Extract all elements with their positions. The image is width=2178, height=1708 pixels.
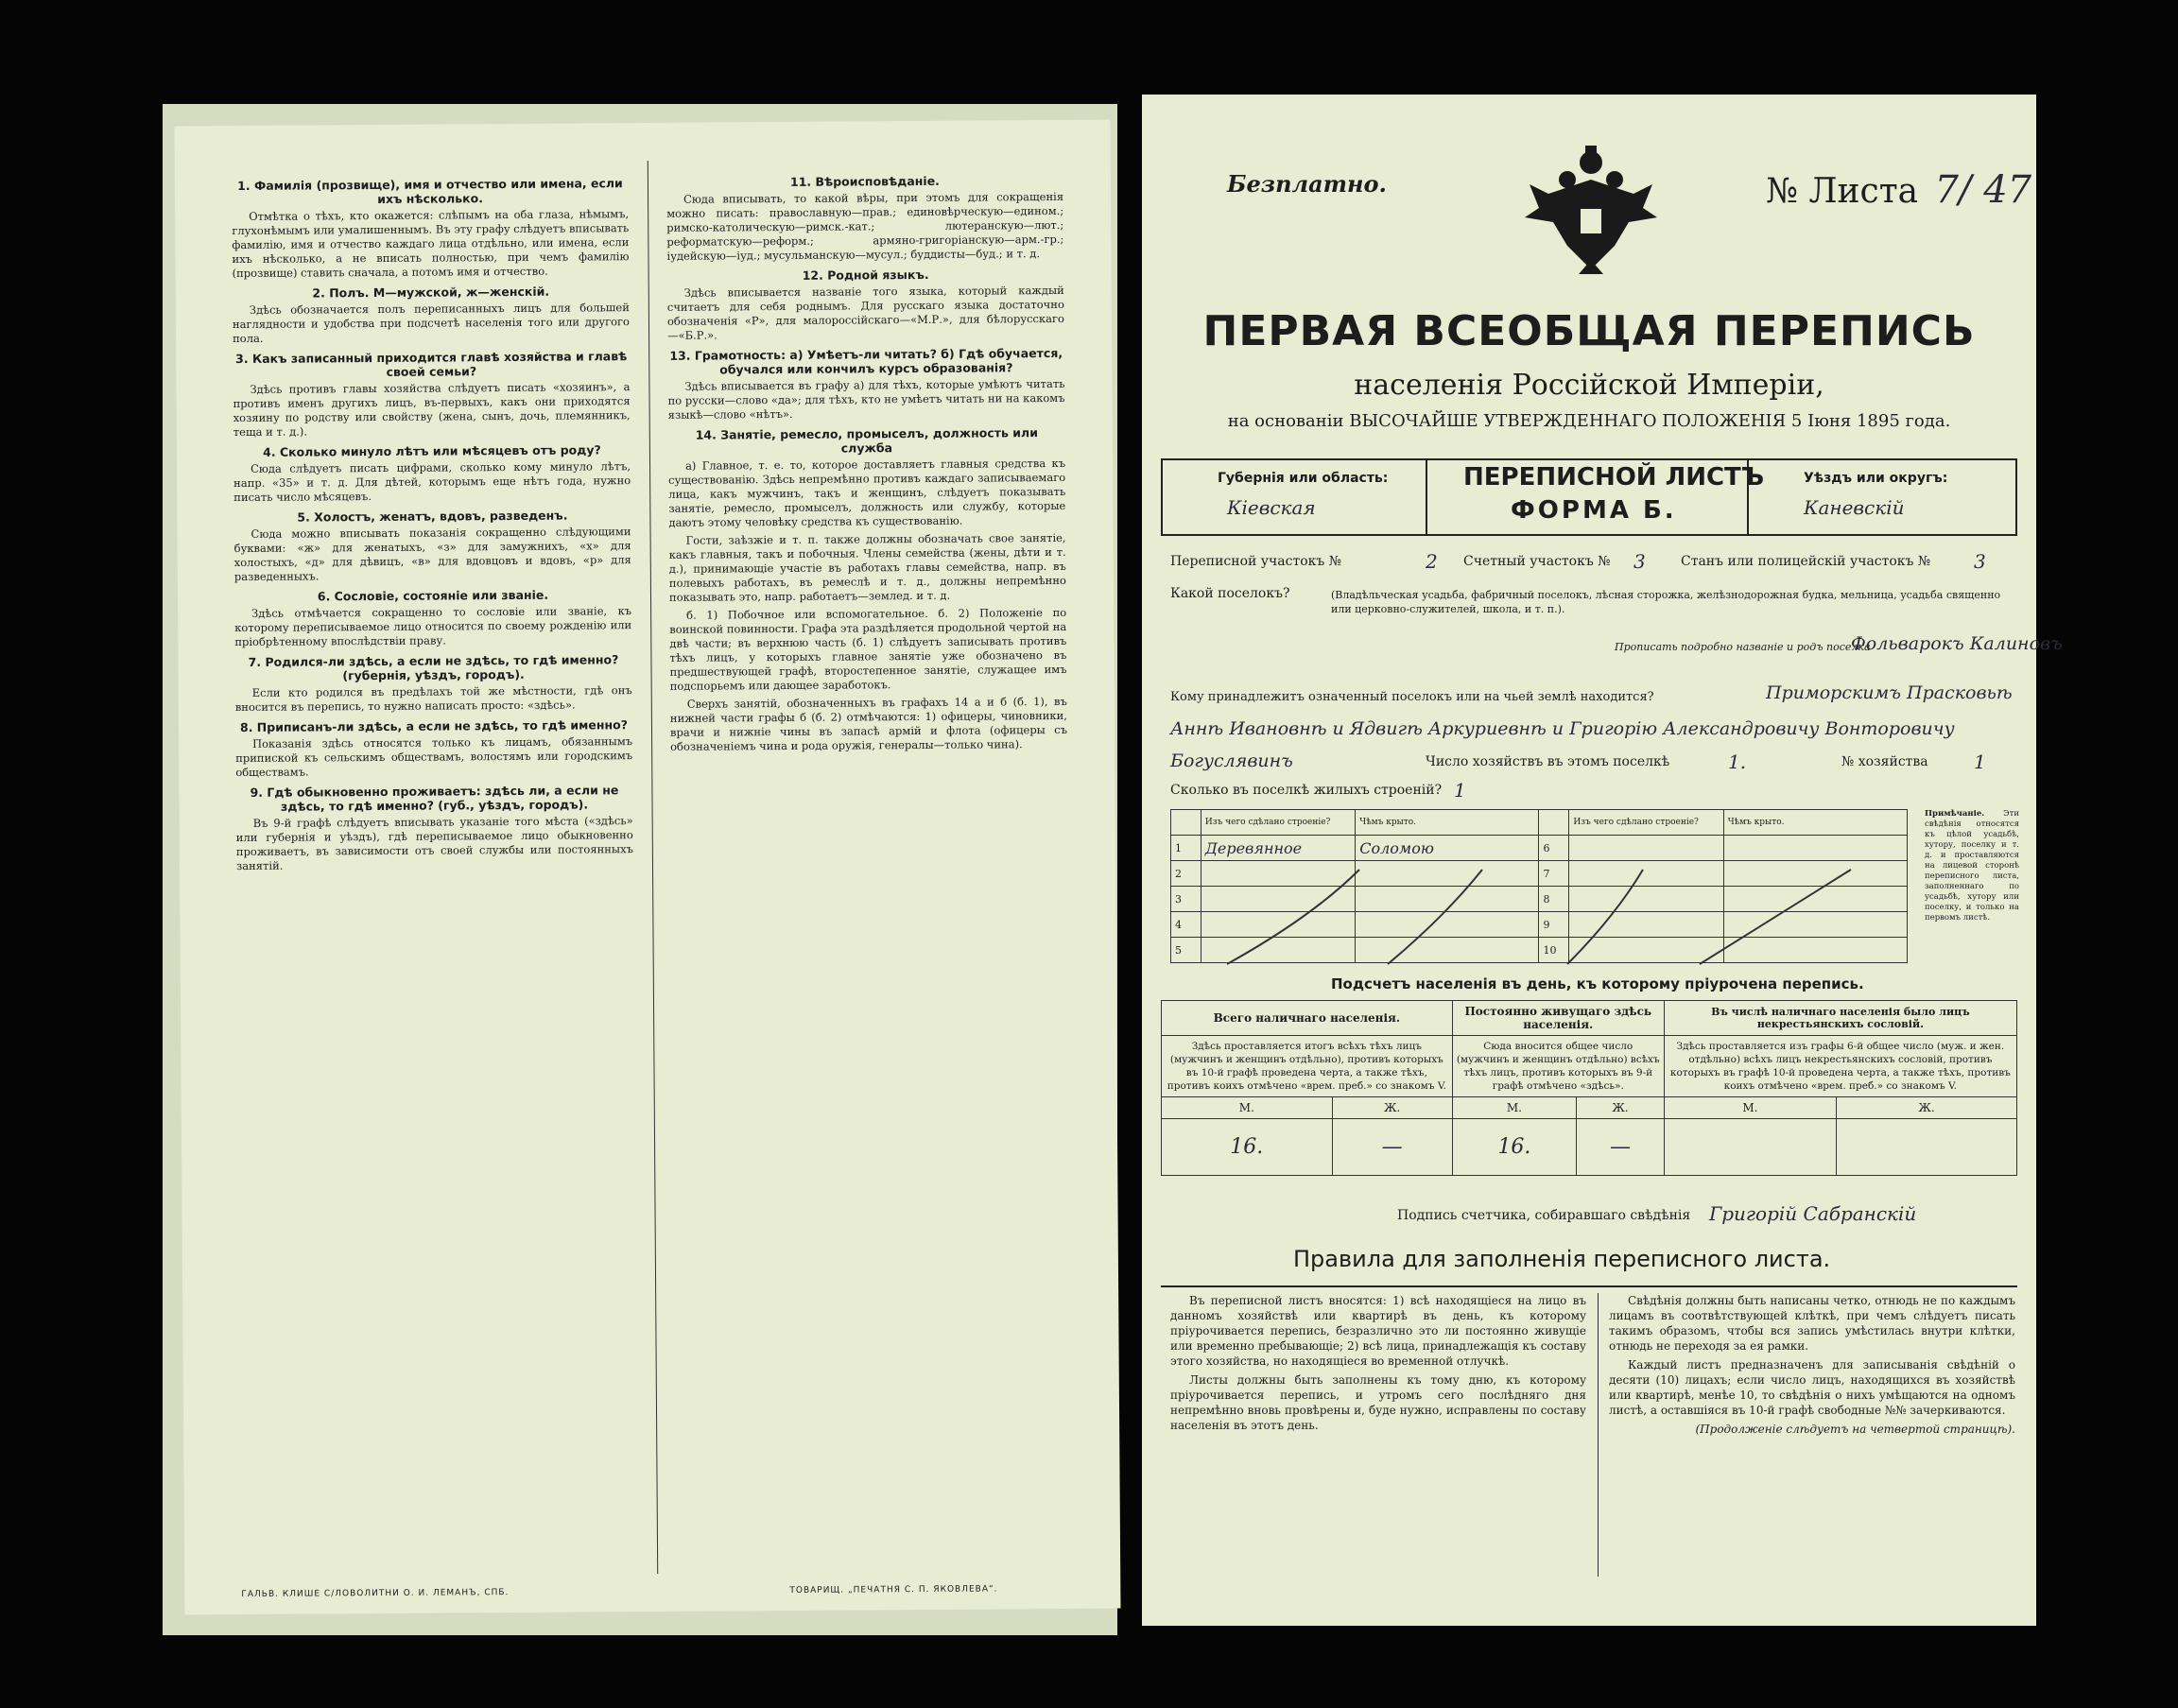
census-basis: на основаніи ВЫСОЧАЙШЕ УТВЕРЖДЕННАГО ПОЛОЖЕНІЯ 5 Іюня 1895 года. — [1227, 411, 1951, 431]
non-peasant-female — [1837, 1119, 2017, 1176]
section-4 — [233, 442, 631, 505]
printer-credit-right: ТОВАРИЩ. „ПЕЧАТНЯ С. П. ЯКОВЛЕВА“. — [789, 1584, 998, 1596]
printer-credit-left: ГАЛЬВ. КЛИШЕ С/ЛОВОЛИТНИ О. И. ЛЕМАНЪ, СПБ. — [241, 1588, 510, 1600]
male-label: М. — [1162, 1097, 1333, 1119]
sheet-number — [1766, 168, 2031, 212]
census-area-value: 2 — [1426, 550, 1438, 573]
row-number: 5 — [1171, 938, 1201, 963]
rules-rule — [1161, 1285, 2017, 1287]
section-heading: 1. Фамилія (прозвище), имя и отчество или имена, если ихъ нѣсколько. — [237, 176, 623, 206]
row-number: 10 — [1539, 938, 1569, 963]
settlement-hint: (Владѣльческая усадьба, фабричный поселокъ, лѣсная сторожка, желѣзнодорожная будка, мельница, усадьба священно или церковно-служителей, школа, и т. п.). — [1331, 589, 2001, 615]
present-female: — — [1332, 1119, 1452, 1176]
rule-paragraph: Въ переписной листъ вносятся: 1) всѣ находящіеся на лицо въ данномъ хозяйствѣ или квартирѣ въ день, къ которому пріурочивается перепись, безразлично это ли постоянно живущіе или временно пребывающіе; 2) всѣ лица, принадлежащія къ составу этого хозяйства, но находящіеся во временной отлучкѣ. — [1170, 1294, 1586, 1368]
female-label: Ж. — [1837, 1097, 2017, 1119]
instructions-page — [175, 120, 1121, 1615]
row-number: 9 — [1539, 912, 1569, 938]
section-5 — [233, 508, 631, 584]
section-14-cont — [669, 531, 1067, 605]
section-heading: 11. Вѣроисповѣданіе. — [789, 173, 940, 189]
header-divider — [1426, 458, 1427, 534]
instructions-column-1 — [232, 170, 633, 877]
section-7 — [234, 652, 631, 715]
section-text: Здѣсь противъ главы хозяйства слѣдуетъ писать «хозяинъ», а противъ именъ другихъ лицъ, въ-первыхъ, какъ они приходятся хозяину по родству или свойству (жена, сынъ, дочь, племянникъ, теща и т. д.). — [233, 380, 631, 440]
section-text: а) Главное, т. е. то, которое доставляетъ главныя средства къ существованію. Здѣсь непремѣнно противъ каждаго записываемаго лица, какъ мужчинъ, такъ и женщинъ, слѣдуетъ показывать занятіе, ремесло, промыселъ, должность или службу, которые даютъ этому человѣку средства къ существованію. — [668, 456, 1066, 529]
pop-desc-row — [1162, 1036, 2017, 1097]
population-title: Подсчетъ населенія въ день, къ которому пріурочена перепись. — [1331, 975, 1864, 992]
bld-roof: Соломою — [1356, 836, 1539, 861]
section-9 — [235, 783, 633, 873]
rules-divider — [1598, 1293, 1599, 1577]
section-heading: 4. Сколько минуло лѣтъ или мѣсяцевъ отъ роду? — [263, 442, 601, 459]
rule-paragraph: Свѣдѣнія должны быть написаны четко, отнюдь не по каждымъ лицамъ въ соотвѣтствующей клѣткѣ, при чемъ слѣдуетъ писать такимъ образомъ, чтобы вся запись умѣстилась внутри клѣтки, отнюдь не переходя за ея рамки. — [1609, 1294, 2015, 1353]
pop-header-resident: Постоянно живущаго здѣсь населенія. — [1452, 1001, 1664, 1036]
pop-values-row — [1162, 1119, 2017, 1176]
rule-paragraph: Каждый листъ предназначенъ для записыванія свѣдѣній о десяти (10) лицахъ; если число лицъ, находящихся въ хозяйствѣ или квартирѣ, менѣе 10, то свѣдѣнія о нихъ умѣщаются на одномъ листѣ, а оставшіяся въ 10-й графѣ свободные №№ зачеркиваются. — [1609, 1358, 2015, 1417]
signature-value: Григорій Сабранскій — [1709, 1202, 1917, 1225]
rules-title: Правила для заполненія переписного листа. — [1293, 1246, 1831, 1272]
province-label: Губернія или область: — [1218, 471, 1389, 486]
buildings-value: 1 — [1454, 779, 1466, 802]
census-form-page — [1142, 95, 2063, 1626]
census-subtitle: населенія Россійской Имперіи, — [1354, 369, 1824, 402]
province-value: Кіевская — [1227, 496, 1316, 519]
resident-male: 16. — [1452, 1119, 1576, 1176]
section-text: Показанія здѣсь относятся только къ лицамъ, обязаннымъ припиской къ сельскимъ обществамъ, волостямъ или городскимъ обществамъ. — [235, 734, 633, 780]
pop-desc-resident: Сюда вносится общее число (мужчинъ и женщинъ отдѣльно) всѣхъ тѣхъ лицъ, противъ которыхъ въ 9-й графѣ отмѣчено «здѣсь». — [1452, 1036, 1664, 1097]
section-text: Здѣсь вписывается названіе того языка, который каждый считаетъ для себя роднымъ. Для русскаго языка достаточно обозначенія «Р», для малороссійскаго—«М.Р.», для бѣлорусскаго—«Б.Р.». — [666, 283, 1065, 342]
column-divider — [648, 161, 658, 1574]
section-2 — [233, 284, 630, 346]
household-no-label: № хозяйства — [1841, 754, 1928, 769]
row-number: 4 — [1171, 912, 1201, 938]
instructions-column-2 — [666, 167, 1067, 758]
section-heading: 9. Гдѣ обыкновенно проживаетъ: здѣсь ли, а если не здѣсь, то гдѣ именно? (губ., уѣздъ, городъ). — [250, 783, 619, 814]
bld-header-roof: Чѣмъ крыто. — [1356, 810, 1539, 836]
count-area-value: 3 — [1634, 550, 1646, 573]
stan-label: Станъ или полицейскій участокъ № — [1681, 554, 1931, 569]
bld-material: Деревянное — [1201, 836, 1355, 861]
population-table — [1161, 1000, 2017, 1176]
section-text: Въ 9-й графѣ слѣдуетъ вписывать указаніе того мѣста («здѣсь» или губернія и уѣздъ), гдѣ переписываемое лицо обыкновенно проживаетъ, въ зависимости отъ своей службы или постоянныхъ занятій. — [235, 814, 633, 873]
form-label: ФОРМА Б. — [1511, 496, 1677, 525]
sheet-number-label: № Листа — [1766, 172, 1919, 211]
section-text: Гости, заѣзжіе и т. п. также должны обозначать свое занятіе, какъ главныя, такъ и побочныя. Члены семейства (жены, дѣти и т. д.), принимающіе участіе въ работахъ главы семейства, напр. въ полевыхъ работахъ, въ ремеслѣ и т. д., должны непремѣнно показывать это, напр. работаетъ—землед. и т. д. — [668, 530, 1066, 604]
pop-header-present: Всего наличнаго населенія. — [1162, 1001, 1453, 1036]
section-6 — [234, 587, 631, 649]
pop-desc-non-peasant: Здѣсь проставляется изъ графы 6-й общее число (муж. и жен. отдѣльно) всѣхъ лицъ некрестьянскихъ сословій, противъ которыхъ въ графѣ 10-й проведена черта, а также тѣхъ, противъ коихъ отмѣчено «врем. преб.» со знакомъ V. — [1664, 1036, 2016, 1097]
row-number: 8 — [1539, 887, 1569, 912]
section-text: Здѣсь обозначается полъ переписанныхъ лицъ для большей наглядности и удобства при подсчетѣ населенія того или другого пола. — [232, 301, 631, 346]
pop-header-row — [1162, 1001, 2017, 1036]
section-12 — [667, 267, 1065, 343]
section-heading: 13. Грамотность: а) Умѣетъ-ли читать? б) Гдѣ обучается, обучался или кончилъ курсъ образованія? — [669, 345, 1063, 377]
district-value: Каневскій — [1804, 496, 1905, 519]
owner-value-2: Аннѣ Ивановнѣ и Ядвигѣ Аркуриевнѣ и Григорію Александровичу Вонторовичу — [1170, 718, 1955, 739]
present-male: 16. — [1162, 1119, 1333, 1176]
buildings-label: Сколько въ поселкѣ жилыхъ строеній? — [1170, 783, 1443, 798]
section-heading: 5. Холостъ, женатъ, вдовъ, разведенъ. — [297, 508, 568, 525]
section-text: Отмѣтка о тѣхъ, кто окажется: слѣпымъ на оба глаза, нѣмымъ, глухонѣмымъ или умалишеннымъ. Въ эту графу слѣдуетъ вписывать фамилію, имя и отчество каждаго лица отдѣльно, или имена, если ихъ нѣсколько, а не вписать полностью, при чемъ фамилію (прозвище) ставить сначала, а потомъ имя и отчество. — [232, 207, 630, 281]
section-14 — [668, 425, 1066, 530]
section-8 — [235, 717, 632, 780]
pop-sex-row — [1162, 1097, 2017, 1119]
section-text: Если кто родился въ предѣлахъ той же мѣстности, гдѣ онъ вносится въ перепись, то нужно написать просто: «здѣсь». — [234, 683, 632, 715]
rules-right-column — [1609, 1293, 2015, 1441]
settlement-label: Какой поселокъ? — [1170, 586, 1290, 601]
row-number: 7 — [1539, 861, 1569, 887]
section-heading: 3. Какъ записанный приходится главѣ хозяйства и главѣ своей семьи? — [235, 349, 628, 379]
free-label: Безплатно. — [1227, 170, 1387, 198]
section-14c — [670, 695, 1067, 754]
male-label: М. — [1664, 1097, 1836, 1119]
row-number: 3 — [1171, 887, 1201, 912]
settlement-value: Фольварокъ Калиновъ — [1851, 633, 2063, 654]
households-value: 1. — [1728, 750, 1747, 773]
table-row — [1171, 836, 1908, 861]
note-text: Эти свѣдѣнія относятся къ цѣлой усадьбѣ, хутору, поселку и т. д. и проставляются на лицевой сторонѣ переписного листа, заполненнаго по усадьбѣ, хутору или поселку, и только на первомъ листѣ. — [1925, 809, 2019, 923]
section-text: Сюда слѣдуетъ писать цифрами, сколько кому минуло лѣтъ, напр. «35» и т. д. Для дѣтей, которымъ еще нѣтъ года, нужно писать число мѣсяцевъ. — [233, 459, 631, 505]
table-header-row — [1171, 810, 1908, 836]
sheet-number-value: 7/ 47 — [1934, 168, 2032, 212]
section-11 — [666, 173, 1064, 264]
households-label: Число хозяйствъ въ этомъ поселкѣ — [1426, 754, 1670, 769]
section-text: Сюда вписывать, то какой вѣры, при этомъ для сокращенія можно писать: православную—прав.; единовѣрческую—едином.; римско-католическую—римск.-кат.; лютеранскую—лют.; реформатскую—реформ.; армяно-григоріанскую—арм.-гр.; іудейскую—іуд.; мусульманскую—мусул.; буддисты—буд.; и т. д. — [666, 189, 1064, 263]
census-area-label: Переписной участокъ № — [1170, 554, 1341, 569]
pop-header-non-peasant: Въ числѣ наличнаго населенія было лицъ некрестьянскихъ сословій. — [1664, 1001, 2016, 1036]
double-headed-eagle-emblem — [1520, 142, 1662, 284]
strike-lines — [1170, 860, 1908, 974]
bld-header-material: Изъ чего сдѣлано строеніе? — [1201, 810, 1355, 836]
section-13 — [667, 346, 1065, 423]
bld-header-roof: Чѣмъ крыто. — [1723, 810, 1907, 836]
note — [1925, 809, 2019, 923]
stan-value: 3 — [1974, 550, 1986, 573]
rules-left-column — [1170, 1293, 1586, 1437]
female-label: Ж. — [1577, 1097, 1665, 1119]
row-number: 1 — [1171, 836, 1201, 861]
non-peasant-male — [1664, 1119, 1836, 1176]
household-no-value: 1 — [1974, 750, 1986, 773]
section-heading: 8. Приписанъ-ли здѣсь, а если не здѣсь, то гдѣ именно? — [239, 717, 628, 735]
sheet-type: ПЕРЕПИСНОЙ ЛИСТЪ — [1463, 463, 1765, 492]
section-text: б. 1) Побочное или вспомогательное. б. 2) Положеніе по воинской повинности. Графа эта раздѣляется продольной чертой на двѣ части; въ верхнюю часть (б. 1) слѣдуетъ записывать противъ тѣхъ лицъ, у которыхъ главное занятіе уже обозначено въ предшествующей графѣ, второстепенное занятіе, служащее имъ подспорьемъ или дающее заработокъ. — [669, 605, 1067, 693]
section-text: Здѣсь отмѣчается сокращенно то сословіе или званіе, къ которому переписываемое лицо относится по своему рожденію или пріобрѣтенному впослѣдствіи праву. — [234, 604, 632, 649]
resident-female: — — [1577, 1119, 1665, 1176]
settlement-hint-2: Прописать подробно названіе и родъ поселка — [1615, 641, 1871, 653]
section-14b — [669, 606, 1067, 694]
female-label: Ж. — [1332, 1097, 1452, 1119]
owner-value-1: Приморскимъ Прасковьѣ — [1766, 682, 2013, 703]
owner-label: Кому принадлежитъ означенный поселокъ или на чьей землѣ находится? — [1170, 690, 1654, 704]
note-title: Примѣчаніе. — [1925, 809, 1985, 819]
male-label: М. — [1452, 1097, 1576, 1119]
signature-label: Подпись счетчика, собиравшаго свѣдѣнія — [1397, 1208, 1691, 1223]
row-number: 6 — [1539, 836, 1569, 861]
section-text: Сюда можно вписывать показанія сокращенно слѣдующими буквами: «ж» для женатыхъ, «з» для замужнихъ, «х» для холостыхъ, «д» для дѣвицъ, «в» для вдовцовъ и вдовъ, «р» для разведенныхъ. — [233, 525, 631, 584]
bld-header-material: Изъ чего сдѣлано строеніе? — [1569, 810, 1723, 836]
district-label: Уѣздъ или округъ: — [1804, 471, 1948, 486]
section-heading: 14. Занятіе, ремесло, промыселъ, должность или служба — [695, 425, 1038, 456]
rule-paragraph: Листы должны быть заполнены къ тому дню, къ которому пріурочивается перепись, и утромъ сего послѣдняго дня непремѣнно вновь провѣрены и, буде нужно, исправлены по составу населенія въ этотъ день. — [1170, 1373, 1586, 1432]
section-heading: 2. Полъ. М—мужской, ж—женскій. — [312, 284, 550, 301]
census-title: ПЕРВАЯ ВСЕОБЩАЯ ПЕРЕПИСЬ — [1202, 307, 1976, 355]
section-heading: 12. Родной языкъ. — [802, 267, 929, 283]
count-area-label: Счетный участокъ № — [1463, 554, 1611, 569]
section-heading: 6. Сословіе, состояніе или званіе. — [317, 587, 549, 604]
rule-continuation: (Продолженіе слѣдуетъ на четвертой страницѣ). — [1695, 1423, 2015, 1436]
section-heading: 7. Родился-ли здѣсь, а если не здѣсь, то гдѣ именно? (губернія, уѣздъ, городъ). — [248, 652, 619, 683]
section-3 — [233, 349, 631, 440]
section-text: Здѣсь вписывается въ графу а) для тѣхъ, которые умѣютъ читать по русски—слово «да»; для тѣхъ, кто не умѣетъ читать ни на какомъ языкѣ—слово «нѣтъ». — [667, 376, 1065, 422]
section-1 — [232, 176, 630, 281]
row-number: 2 — [1171, 861, 1201, 887]
pop-desc-present: Здѣсь проставляется итогъ всѣхъ тѣхъ лицъ (мужчинъ и женщинъ отдѣльно), противъ которыхъ въ 10-й графѣ проведена черта, а также тѣхъ, противъ коихъ отмѣчено «врем. преб.» со знакомъ V. — [1162, 1036, 1453, 1097]
section-text: Сверхъ занятій, обозначенныхъ въ графахъ 14 а и б (б. 1), въ нижней части графы б (б. 2) отмѣчаются: 1) офицеры, чиновники, врачи и нижніе чины въ запасѣ армій и флота (офицеры съ обозначеніемъ чина и рода оружія, генералы—только чина). — [669, 694, 1068, 753]
owner-value-3: Богуслявинъ — [1170, 750, 1293, 771]
